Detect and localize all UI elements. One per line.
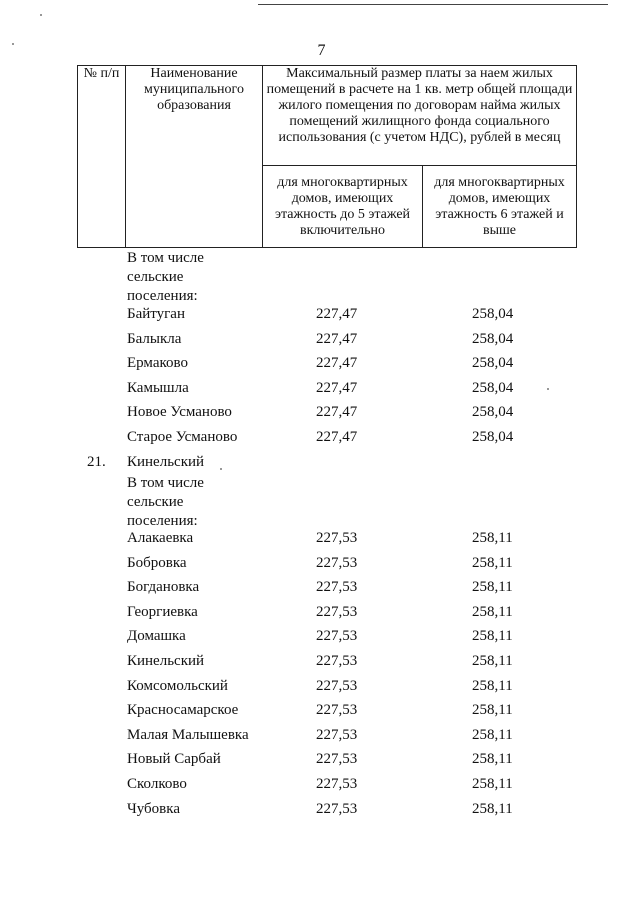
settlement-name: Алакаевка bbox=[127, 530, 194, 546]
rate-up-to-5-floors: 227,47 bbox=[316, 379, 358, 396]
table-row bbox=[0, 305, 633, 325]
rate-up-to-5-floors: 227,53 bbox=[316, 579, 358, 596]
column-header-number: № п/п bbox=[78, 66, 126, 248]
subheading-rural-settlements: В том числе сельские поселения: bbox=[127, 475, 204, 529]
column-header-group: Максимальный размер платы за наем жилых помещений в расчете на 1 кв. метр общей площади жилого помещения по договорам найма жилых помещений жилищного фонда социального использования (с учетом НДС), рублей в месяц bbox=[263, 66, 577, 166]
rate-6-floors-and-above: 258,11 bbox=[472, 603, 513, 620]
table-row bbox=[0, 578, 633, 598]
column-header-name: Наименование муниципального образования bbox=[126, 66, 263, 248]
rate-6-floors-and-above: 258,11 bbox=[472, 751, 513, 768]
rate-up-to-5-floors: 227,53 bbox=[316, 653, 358, 669]
settlement-name: Бобровка bbox=[127, 554, 187, 571]
table-row bbox=[0, 330, 633, 350]
rate-6-floors-and-above: 258,04 bbox=[472, 330, 514, 347]
rate-up-to-5-floors: 227,53 bbox=[316, 702, 358, 719]
table-row bbox=[0, 403, 633, 423]
settlement-name: Новое Усманово bbox=[127, 404, 232, 421]
rate-6-floors-and-above: 258,04 bbox=[472, 379, 514, 396]
settlement-name: Чубовка bbox=[127, 800, 180, 817]
rate-6-floors-and-above: 258,04 bbox=[472, 404, 514, 421]
table-row bbox=[0, 379, 633, 399]
table-row bbox=[0, 775, 633, 795]
rate-up-to-5-floors: 227,47 bbox=[316, 404, 358, 421]
table-row bbox=[0, 627, 633, 647]
table-row bbox=[0, 701, 633, 721]
rate-6-floors-and-above: 258,11 bbox=[472, 628, 513, 645]
rate-up-to-5-floors: 227,53 bbox=[316, 554, 358, 571]
rate-6-floors-and-above: 258,11 bbox=[472, 776, 513, 792]
settlement-name: Домашка bbox=[127, 628, 186, 645]
rate-up-to-5-floors: 227,53 bbox=[316, 751, 358, 768]
settlement-name: Камышла bbox=[127, 379, 189, 396]
table-header bbox=[77, 65, 577, 248]
settlement-name: Байтуган bbox=[127, 306, 185, 322]
rate-6-floors-and-above: 258,04 bbox=[472, 429, 514, 445]
settlement-name: Сколково bbox=[127, 776, 187, 792]
top-rule bbox=[258, 4, 608, 5]
table-row bbox=[0, 554, 633, 574]
settlement-name: Красносамарское bbox=[127, 702, 239, 719]
settlement-name: Ермаково bbox=[127, 355, 188, 372]
rate-up-to-5-floors: 227,47 bbox=[316, 330, 358, 347]
settlement-name: Комсомольский bbox=[127, 677, 228, 694]
settlement-name: Малая Малышевка bbox=[127, 726, 249, 743]
settlement-name: Новый Сарбай bbox=[127, 751, 221, 768]
settlement-name: Старое Усманово bbox=[127, 429, 238, 445]
table-row bbox=[0, 529, 633, 549]
rate-6-floors-and-above: 258,11 bbox=[472, 800, 513, 817]
rate-6-floors-and-above: 258,11 bbox=[472, 677, 513, 694]
table-row bbox=[0, 652, 633, 672]
table-row bbox=[0, 750, 633, 770]
table-row bbox=[0, 428, 633, 448]
rate-6-floors-and-above: 258,11 bbox=[472, 702, 513, 719]
table-row bbox=[0, 677, 633, 697]
rate-up-to-5-floors: 227,53 bbox=[316, 776, 358, 792]
scan-speck bbox=[40, 14, 42, 16]
settlement-name: Богдановка bbox=[127, 579, 200, 596]
rate-up-to-5-floors: 227,47 bbox=[316, 429, 358, 445]
rate-up-to-5-floors: 227,47 bbox=[316, 355, 358, 372]
rate-6-floors-and-above: 258,04 bbox=[472, 306, 514, 322]
rate-up-to-5-floors: 227,53 bbox=[316, 530, 358, 546]
rate-6-floors-and-above: 258,11 bbox=[472, 554, 513, 571]
subheading-rural-settlements: В том числе сельские поселения: bbox=[127, 250, 204, 304]
settlement-name: Балыкла bbox=[127, 330, 182, 347]
district-name: Кинельский bbox=[127, 454, 205, 470]
rate-up-to-5-floors: 227,53 bbox=[316, 603, 358, 620]
rate-6-floors-and-above: 258,11 bbox=[472, 653, 513, 669]
column-header-up-to-5-floors: для многоквартирных домов, имеющих этажность до 5 этажей включительно bbox=[263, 166, 423, 248]
table-row bbox=[0, 726, 633, 746]
district-number: 21. bbox=[87, 454, 106, 470]
rate-6-floors-and-above: 258,11 bbox=[472, 579, 513, 596]
rate-up-to-5-floors: 227,53 bbox=[316, 726, 358, 743]
table-row bbox=[0, 800, 633, 820]
table-row bbox=[0, 603, 633, 623]
rate-up-to-5-floors: 227,53 bbox=[316, 677, 358, 694]
district-row bbox=[0, 453, 633, 473]
column-header-6-floors-and-above: для многоквартирных домов, имеющих этажность 6 этажей и выше bbox=[423, 166, 577, 248]
rate-6-floors-and-above: 258,11 bbox=[472, 530, 513, 546]
page-number: 7 bbox=[317, 42, 326, 59]
rate-up-to-5-floors: 227,53 bbox=[316, 800, 358, 817]
rate-up-to-5-floors: 227,47 bbox=[316, 306, 358, 322]
settlement-name: Георгиевка bbox=[127, 603, 198, 620]
rate-6-floors-and-above: 258,04 bbox=[472, 355, 514, 372]
rate-6-floors-and-above: 258,11 bbox=[472, 726, 513, 743]
settlement-name: Кинельский bbox=[127, 653, 205, 669]
table-row bbox=[0, 354, 633, 374]
rate-up-to-5-floors: 227,53 bbox=[316, 628, 358, 645]
